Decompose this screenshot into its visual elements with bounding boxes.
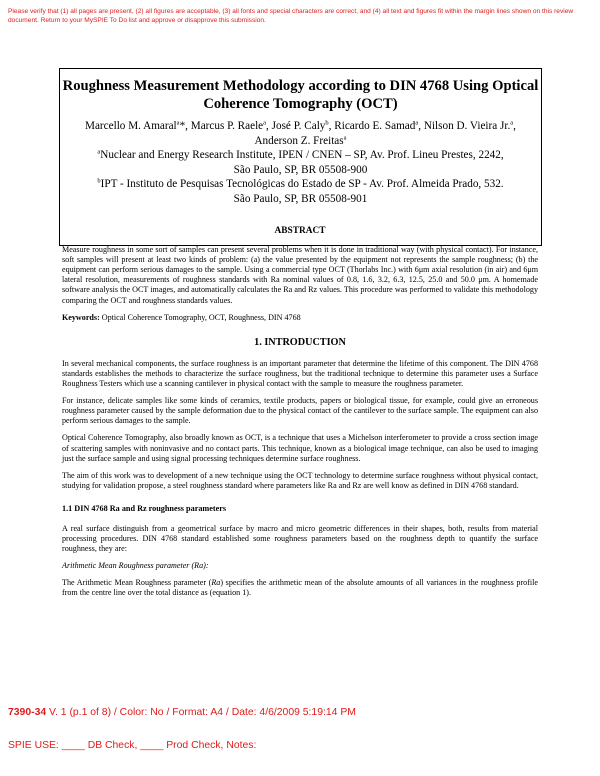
affil-mark: b (97, 177, 101, 185)
subsection-heading: 1.1 DIN 4768 Ra and Rz roughness parameters (62, 503, 227, 513)
author-name: Marcus P. Raele (190, 120, 264, 132)
section-heading-introduction: 1. INTRODUCTION (254, 336, 346, 348)
author-affil-mark: a (263, 119, 267, 127)
review-instructions: Please verify that (1) all pages are present, (2) all figures are acceptable, (3) all fonts and special characters are correct, and (4) all text and figures fit within the margin lines shown on this review document. Return to your MySPIE To Do list and approve or disapprove this submission. (8, 8, 574, 24)
author-separator: , (513, 120, 516, 132)
author-separator: *, (179, 120, 191, 132)
intro-paragraph: The aim of this work was to development of a new technique using the OCT technology to determine surface roughness without physical contact, studying for validation propose, a steel roughness standard where parameters like Ra and Rz are well know as defined in DIN 4768 standard. (62, 470, 538, 490)
ra-paragraph (62, 578, 538, 598)
author-affil-mark: a (343, 133, 347, 141)
keywords-text: Optical Coherence Tomography, OCT, Roughness, DIN 4768 (99, 312, 301, 322)
ra-text-prefix: The Arithmetic Mean Roughness parameter ( (62, 578, 212, 588)
intro-paragraph: For instance, delicate samples like some kinds of ceramics, textile products, papers or biological tissue, for example, could give an erroneous roughness parameter caused by the sample deformation due to the physical contact of the cantilever to the surface sample. The equipment can also perform serious damages to the sample. (62, 396, 538, 426)
submission-info (8, 707, 356, 718)
author-affil-mark: a (510, 119, 514, 127)
author-separator: , (418, 120, 424, 132)
affil-line: IPT - Instituto de Pesquisas Tecnológicas do Estado de SP - Av. Prof. Almeida Prado, 532. (100, 178, 504, 191)
intro-paragraph: Optical Coherence Tomography, also broadly known as OCT, is a technique that uses a Michelson interferometer to provide a cross section image of scattering samples with noninvasive and no contact parts. This technique, known as a biological image technique, can also be used to imaging just the surface sample and using signal processing techniques determine surface roughness. (62, 433, 538, 463)
author-list (60, 119, 541, 148)
affil-line: São Paulo, SP, BR 05508-901 (233, 192, 368, 205)
keywords (62, 313, 538, 323)
affil-line: Nuclear and Energy Research Institute, IPEN / CNEN – SP, Av. Prof. Lineu Prestes, 2242, (100, 149, 504, 162)
affil-mark: a (97, 148, 101, 156)
author-name: Anderson Z. Freitas (254, 134, 344, 147)
affil-line: São Paulo, SP, BR 05508-900 (233, 163, 368, 176)
paper-title: Roughness Measurement Methodology according to DIN 4768 Using Optical Coherence Tomography (OCT) (62, 78, 539, 112)
ra-text-suffix: ) specifies the arithmetic mean of the absolute amounts of all variances in the roughness profile from the centre line over the total distance as (equation 1). (62, 578, 538, 598)
affiliation-a (60, 148, 541, 177)
author-name: Nilson D. Vieira Jr. (423, 120, 511, 132)
author-name: Ricardo E. Samad (334, 120, 416, 132)
submission-details: V. 1 (p.1 of 8) / Color: No / Format: A4 / Date: 4/6/2009 5:19:14 PM (46, 707, 356, 718)
manuscript-id: 7390-34 (8, 707, 47, 718)
spie-use-line: SPIE USE: ____ DB Check, ____ Prod Check, Notes: (8, 740, 257, 751)
author-affil-mark: b (325, 119, 329, 127)
keywords-label: Keywords: (62, 312, 100, 322)
abstract-heading: ABSTRACT (274, 226, 326, 236)
paper-body (62, 226, 538, 606)
author-affil-mark: a (176, 119, 180, 127)
subsection-paragraph: A real surface distinguish from a geometrical surface by macro and micro geometric differences in their shapes, both, results from material processing procedures. DIN 4768 standard established some roughness parameters based on the roughness depth to quantify the surface roughness, they are: (62, 523, 538, 554)
author-separator: , (266, 120, 272, 132)
ra-label: Arithmetic Mean Roughness parameter (Ra): (62, 561, 209, 571)
ra-symbol: Ra (211, 578, 221, 588)
author-name: Marcello M. Amaral (85, 120, 177, 132)
affiliation-b (60, 177, 541, 206)
author-separator: , (328, 120, 335, 132)
author-name: José P. Caly (271, 120, 326, 132)
author-affil-mark: a (415, 119, 419, 127)
intro-paragraph: In several mechanical components, the surface roughness is an important parameter that determine the lifetime of this component. The DIN 4768 standards establishes the methods to characterize the surface roughness, but the traditional technique to determine this parameter uses a Surface Roughness Testers which use a scanning cantilever in physical contact with the sample to measure the roughness parameter. (62, 358, 538, 389)
title-block (59, 68, 542, 246)
abstract-text: Measure roughness in some sort of samples can present several problems when it is done in traditional way (with physical contact). For instance, soft samples will present at least two kinds of problem: (a) the value presented by the equipment not represents the sample roughness; (b) the equipment can perform serious damages to the sample. Using a commercial type OCT (Thorlabs Inc.) with 6μm axial resolution (in air) and 6μm lateral resolution, measurements of roughness standards with Ra nominal values of 0.8, 1.6, 3.2, 6.3, 12.5, 25.0 and 50.0 μm. A homemade software analysis the OCT images, and automatically calculates the Ra and Rz values. This procedure was performed to validate this methodology comparing the OCT and roughness standards values. (62, 245, 538, 305)
